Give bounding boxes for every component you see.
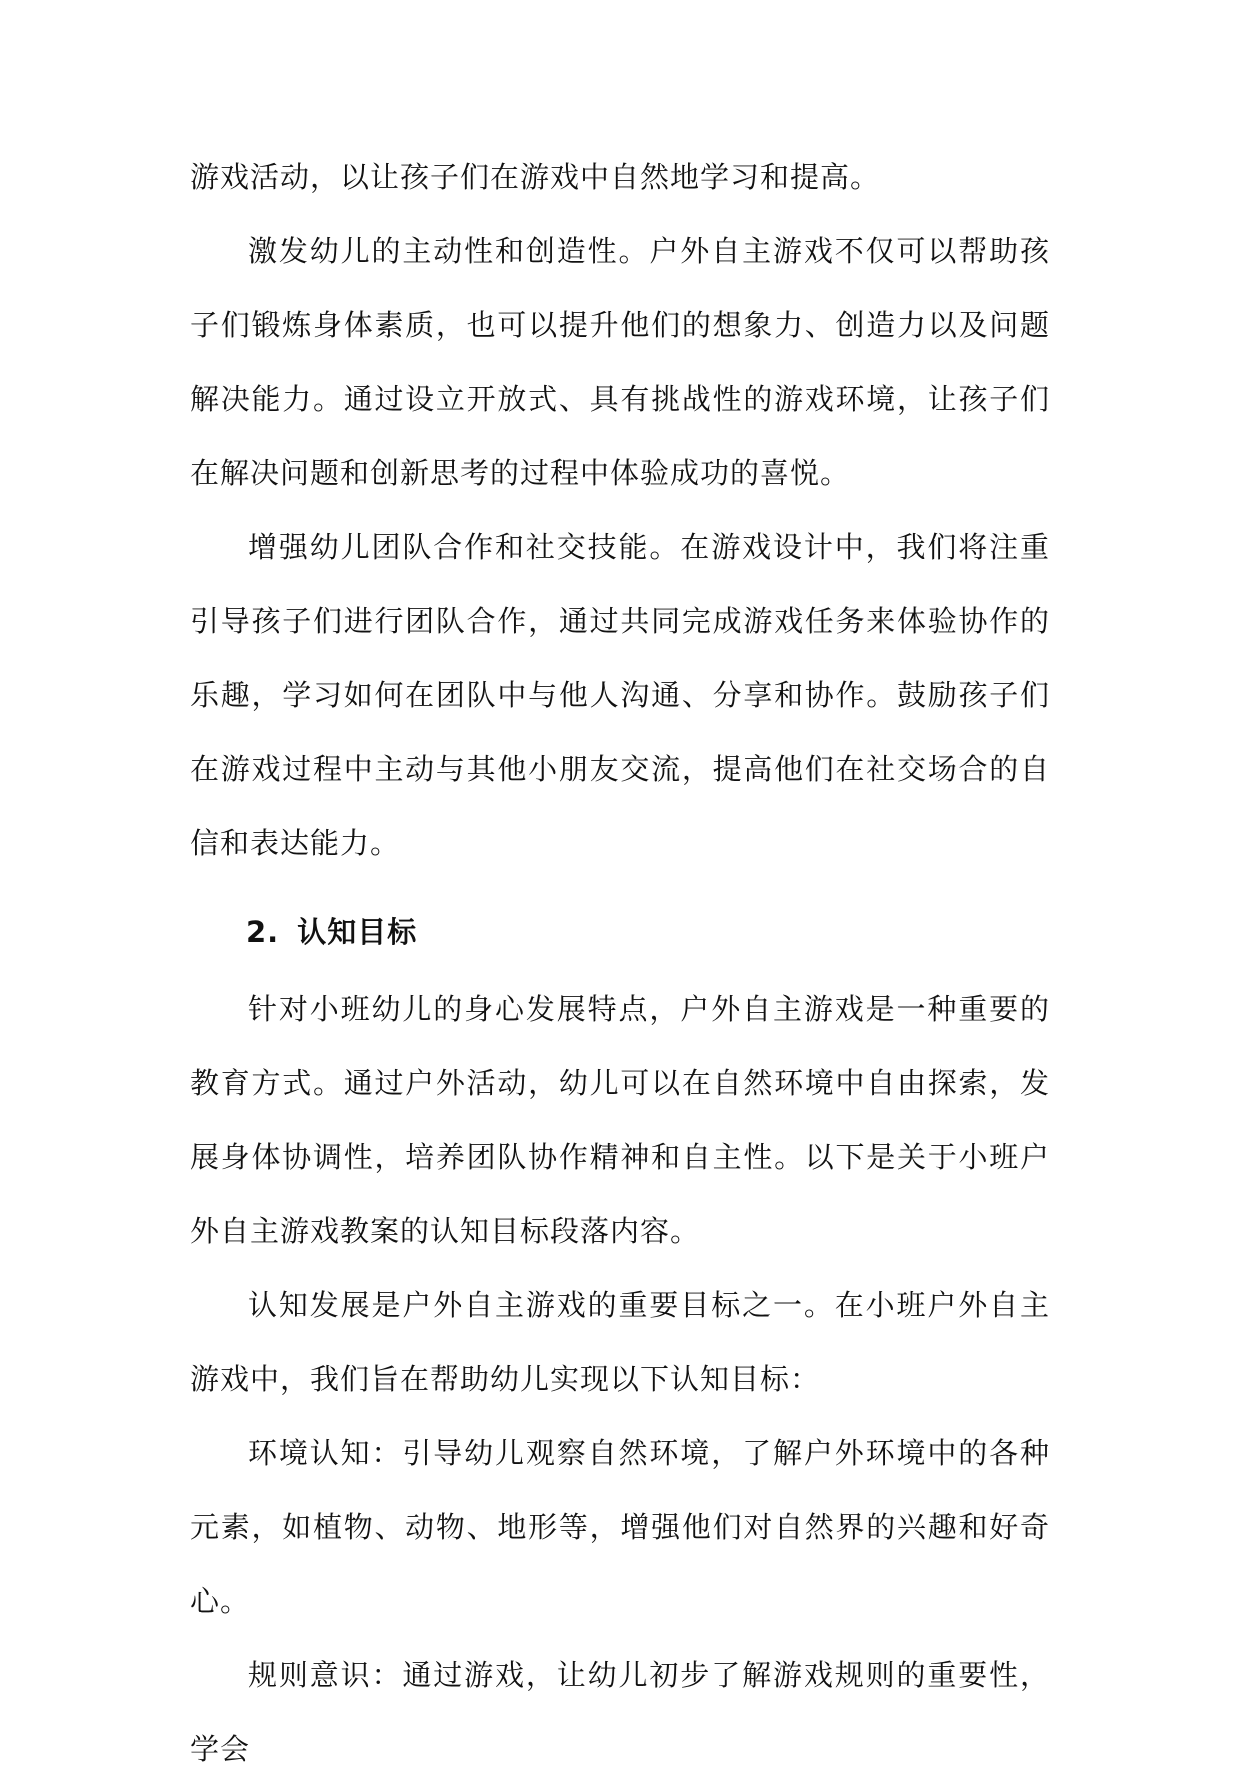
document-body [190, 140, 1050, 1786]
paragraph-cognitive-intro: 针对小班幼儿的身心发展特点，户外自主游戏是一种重要的教育方式。通过户外活动，幼儿可以在自然环境中自由探索，发展身体协调性，培养团队协作精神和自主性。以下是关于小班户外自主游戏教案的认知目标段落内容。 [190, 992, 1050, 1248]
paragraph-teamwork-social: 增强幼儿团队合作和社交技能。在游戏设计中，我们将注重引导孩子们进行团队合作，通过共同完成游戏任务来体验协作的乐趣，学习如何在团队中与他人沟通、分享和协作。鼓励孩子们在游戏过程中主动与其他小朋友交流，提高他们在社交场合的自信和表达能力。 [190, 530, 1050, 860]
section-title: 认知目标 [297, 915, 418, 949]
section-heading [190, 892, 1050, 972]
paragraph-initiative-creativity: 激发幼儿的主动性和创造性。户外自主游戏不仅可以帮助孩子们锻炼身体素质，也可以提升他们的想象力、创造力以及问题解决能力。通过设立开放式、具有挑战性的游戏环境，让孩子们在解决问题和创新思考的过程中体验成功的喜悦。 [190, 234, 1050, 490]
paragraph-environment-cognition: 环境认知：引导幼儿观察自然环境，了解户外环境中的各种元素，如植物、动物、地形等，增强他们对自然界的兴趣和好奇心。 [190, 1436, 1050, 1618]
paragraph-cognitive-goals: 认知发展是户外自主游戏的重要目标之一。在小班户外自主游戏中，我们旨在帮助幼儿实现以下认知目标： [190, 1288, 1050, 1396]
section-number: 2. [246, 915, 280, 949]
paragraph-rule-awareness: 规则意识：通过游戏，让幼儿初步了解游戏规则的重要性，学会 [190, 1658, 1050, 1766]
paragraph-continuation: 游戏活动，以让孩子们在游戏中自然地学习和提高。 [190, 160, 881, 194]
